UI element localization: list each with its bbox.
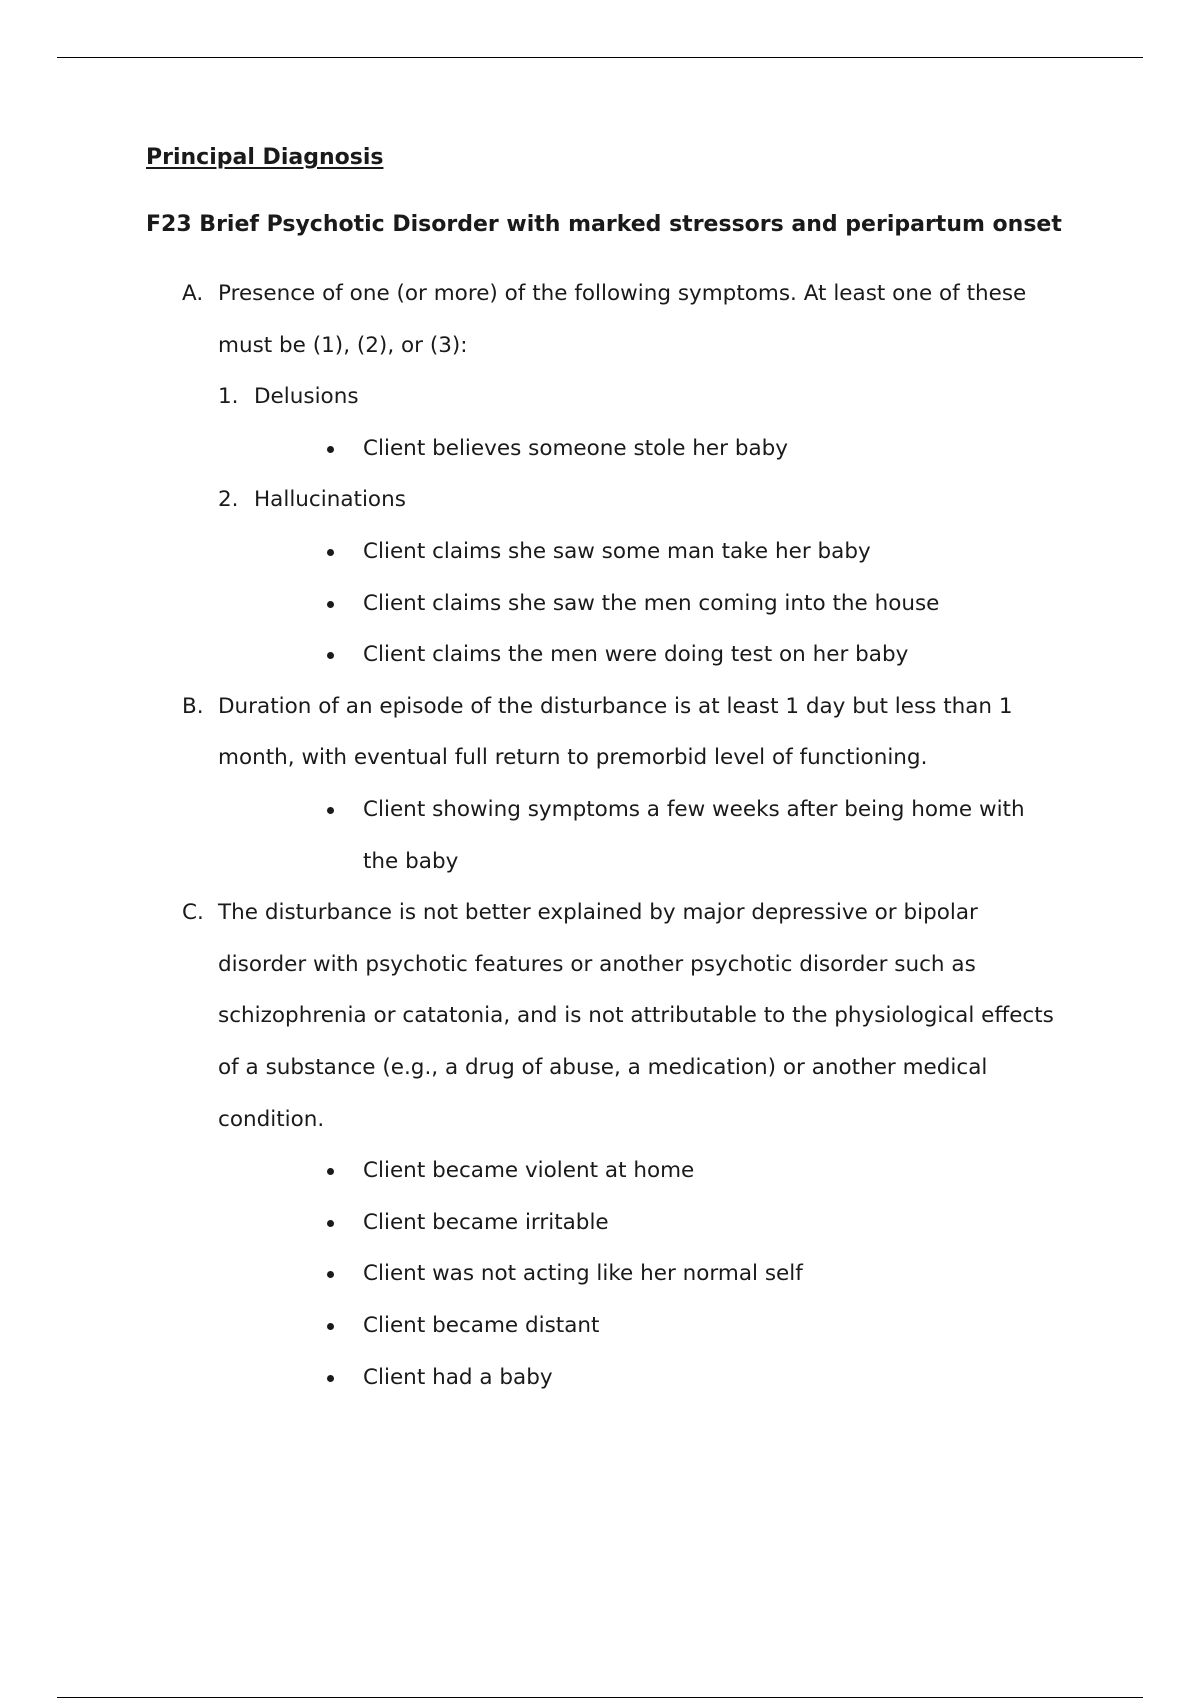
criterion-a-text-line: must be (1), (2), or (3): — [218, 333, 468, 358]
symptom-1-label: Delusions — [254, 384, 359, 409]
criterion-c-marker: C. — [182, 900, 204, 925]
bullet-icon — [327, 1220, 334, 1227]
diagnosis-title: F23 Brief Psychotic Disorder with marked stressors and peripartum onset — [146, 212, 1062, 237]
list-item: Client became distant — [363, 1313, 600, 1338]
symptom-2-marker: 2. — [218, 487, 239, 512]
bullet-icon — [327, 1323, 334, 1330]
criterion-c-text-line: of a substance (e.g., a drug of abuse, a medication) or another medical — [218, 1055, 988, 1080]
criterion-a-text-line: Presence of one (or more) of the following symptoms. At least one of these — [218, 281, 1027, 306]
criterion-b-text-line: month, with eventual full return to premorbid level of functioning. — [218, 745, 928, 770]
bullet-icon — [327, 549, 334, 556]
bullet-icon — [327, 601, 334, 608]
list-item: Client claims she saw the men coming into the house — [363, 591, 940, 616]
bullet-icon — [327, 807, 334, 814]
list-item: Client believes someone stole her baby — [363, 436, 789, 461]
top-rule — [57, 57, 1143, 58]
criterion-b-text-line: Duration of an episode of the disturbance is at least 1 day but less than 1 — [218, 694, 1013, 719]
list-item-continuation: the baby — [363, 849, 459, 874]
symptom-2-label: Hallucinations — [254, 487, 406, 512]
criterion-a-marker: A. — [182, 281, 204, 306]
bullet-icon — [327, 1168, 334, 1175]
criterion-c-text-line: The disturbance is not better explained by major depressive or bipolar — [218, 900, 978, 925]
page-title: Principal Diagnosis — [146, 145, 384, 170]
list-item: Client had a baby — [363, 1365, 553, 1390]
list-item: Client was not acting like her normal self — [363, 1261, 803, 1286]
criterion-c-text-line: schizophrenia or catatonia, and is not attributable to the physiological effects — [218, 1003, 1054, 1028]
bullet-icon — [327, 446, 334, 453]
list-item: Client claims she saw some man take her baby — [363, 539, 871, 564]
criterion-b-marker: B. — [182, 694, 204, 719]
bullet-icon — [327, 1271, 334, 1278]
list-item: Client became irritable — [363, 1210, 609, 1235]
bullet-icon — [327, 1375, 334, 1382]
list-item: Client claims the men were doing test on her baby — [363, 642, 909, 667]
bullet-icon — [327, 652, 334, 659]
bottom-rule — [57, 1697, 1143, 1698]
criterion-c-text-line: condition. — [218, 1107, 325, 1132]
list-item: Client became violent at home — [363, 1158, 695, 1183]
criterion-c-text-line: disorder with psychotic features or another psychotic disorder such as — [218, 952, 976, 977]
symptom-1-marker: 1. — [218, 384, 239, 409]
list-item: Client showing symptoms a few weeks after being home with — [363, 797, 1025, 822]
